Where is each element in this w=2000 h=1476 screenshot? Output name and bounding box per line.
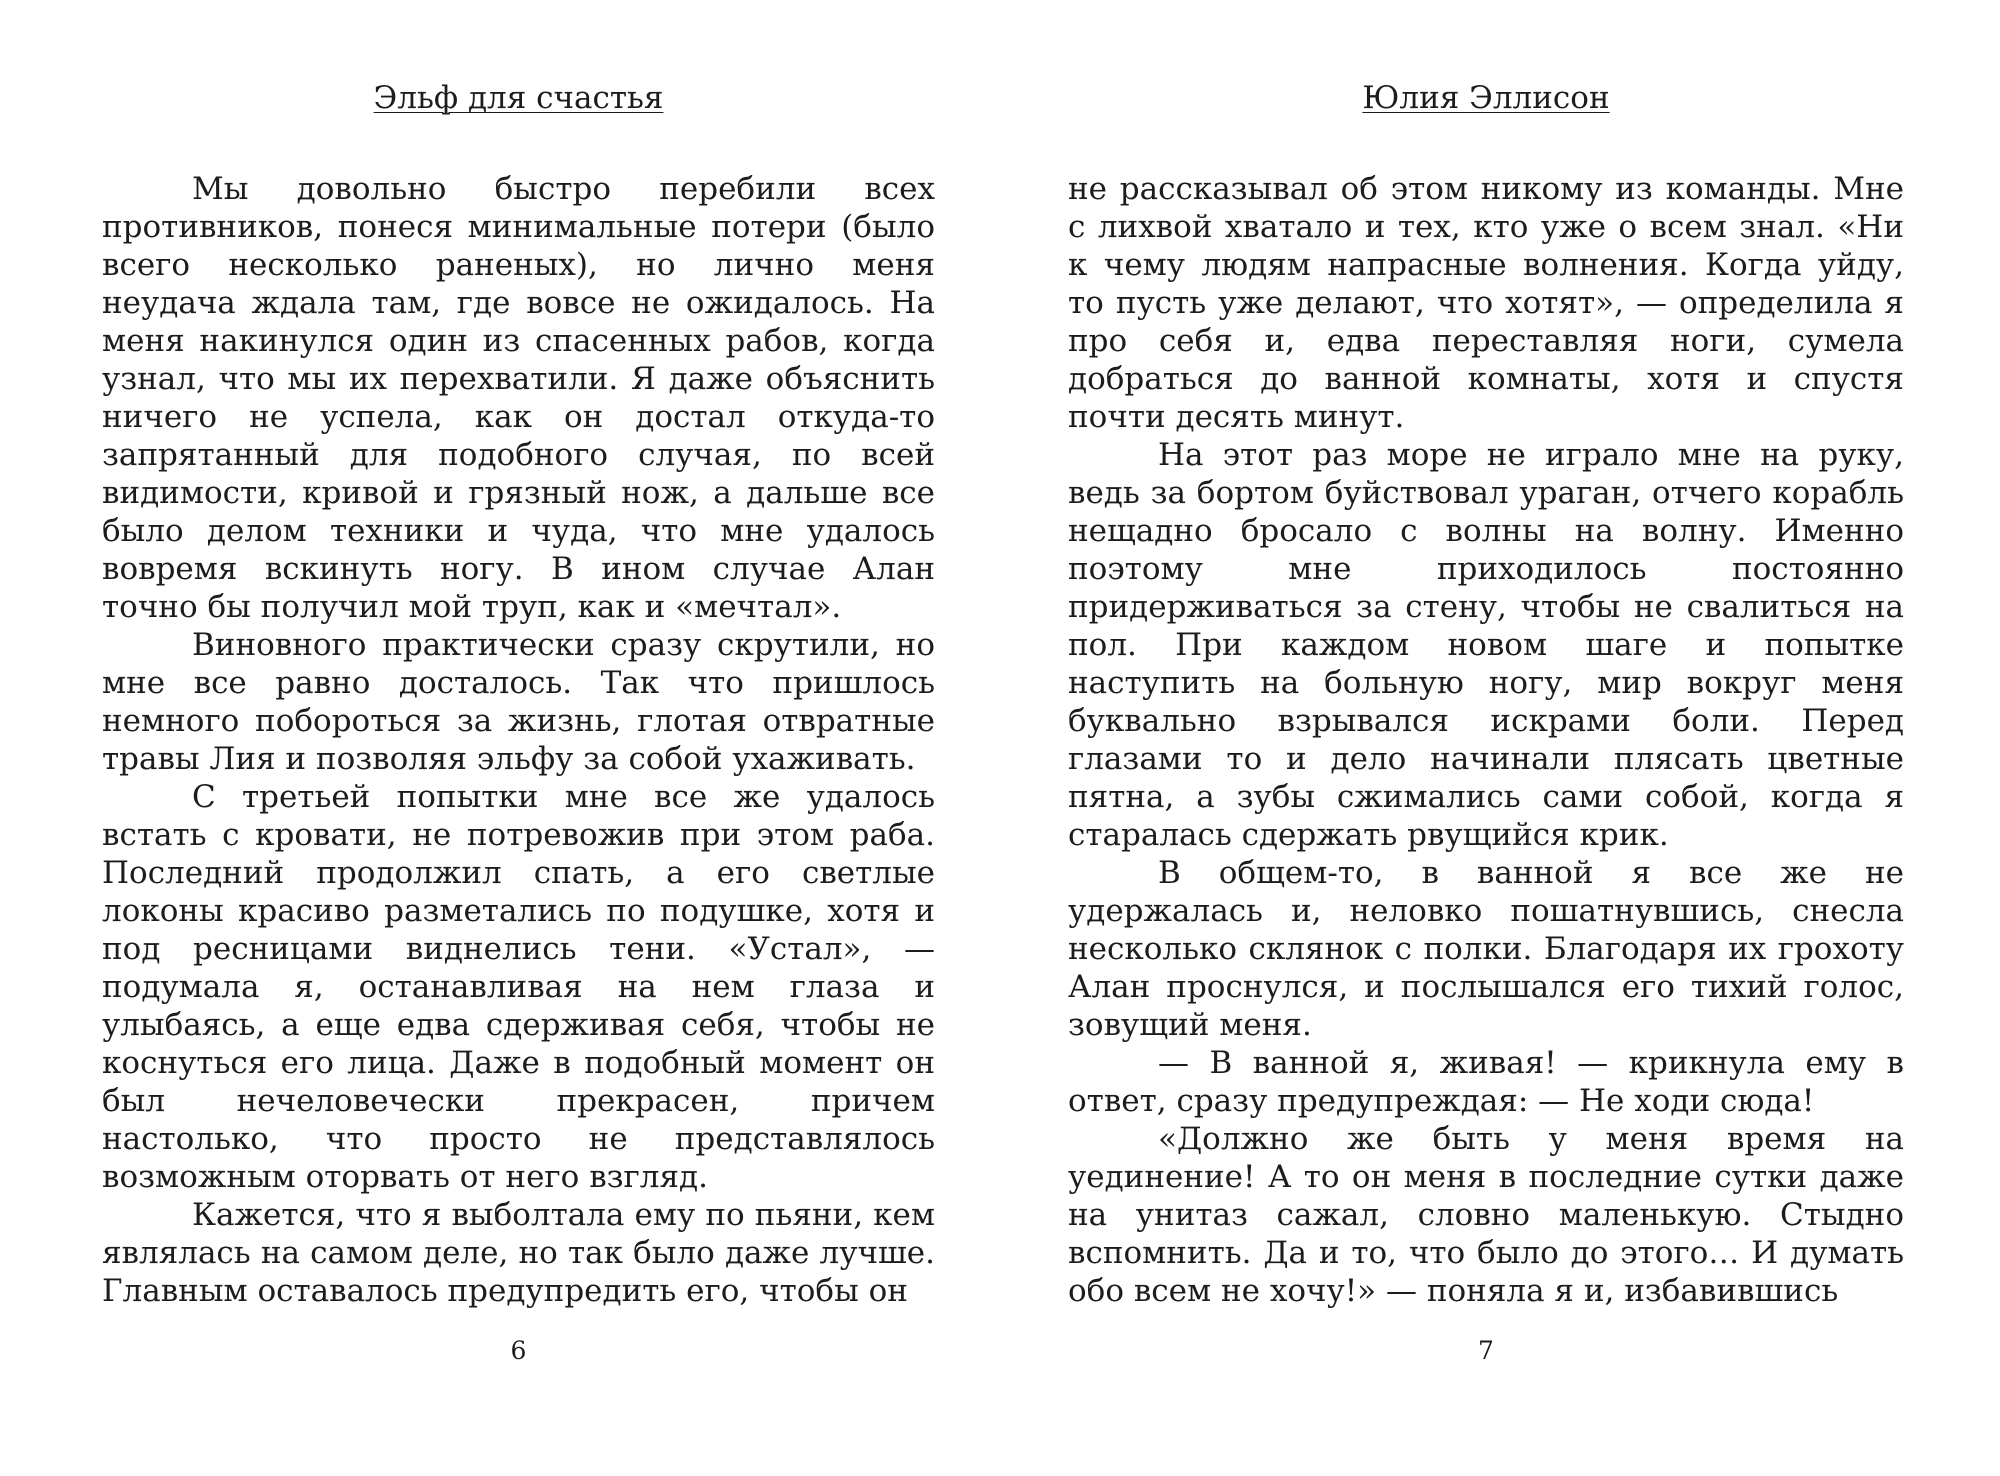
paragraph: Кажется, что я выболтала ему по пьяни, кем являлась на самом деле, но так было даже лучше. Главным оставалось предупредить его, чтобы он [102,1197,935,1309]
right-page-text [1068,170,1904,1310]
paragraph: Виновного практически сразу скрутили, но мне все равно досталось. Так что пришлось немного побороться за жизнь, глотая отвратные травы Лия и позволяя эльфу за собой ухаживать. [102,627,935,777]
left-page-header: Эльф для счастья [373,80,664,116]
paragraph: — В ванной я, живая! — крикнула ему в ответ, сразу предупреждая: — Не ходи сюда! [1068,1045,1904,1119]
paragraph: Мы довольно быстро перебили всех противников, понеся минимальные потери (было всего несколько раненых), но лично меня неудача ждала там, где вовсе не ожидалось. На меня накинулся один из спасенных рабов, когда узнал, что мы их перехватили. Я даже объяснить ничего не успела, как он достал откуда-то запрятанный для подобного случая, по всей видимости, кривой и грязный нож, а дальше все было делом техники и чуда, что мне удалось вовремя вскинуть ногу. В ином случае Алан точно бы получил мой труп, как и «мечтал». [102,171,935,625]
right-page-header: Юлия Эллисон [1362,80,1610,116]
left-page-number: 6 [510,1336,527,1365]
right-page [1068,0,1904,1476]
paragraph: «Должно же быть у меня время на уединение! А то он меня в последние сутки даже на унитаз сажал, словно маленькую. Стыдно вспомнить. Да и то, что было до этого… И думать обо всем не хочу!» — поняла я и, избавившись [1068,1121,1904,1309]
paragraph: С третьей попытки мне все же удалось встать с кровати, не потревожив при этом раба. Последний продолжил спать, а его светлые локоны красиво разметались по подушке, хотя и под ресницами виднелись тени. «Устал», — подумала я, останавливая на нем глаза и улыбаясь, а еще едва сдерживая себя, чтобы не коснуться его лица. Даже в подобный момент он был нечеловечески прекрасен, причем настолько, что просто не представлялось возможным оторвать от него взгляд. [102,779,935,1195]
paragraph-continued: не рассказывал об этом никому из команды. Мне с лихвой хватало и тех, кто уже о всем знал. «Ни к чему людям напрасные волнения. Когда уйду, то пусть уже делают, что хотят», — определила я про себя и, едва переставляя ноги, сумела добраться до ванной комнаты, хотя и спустя почти десять минут. [1068,171,1904,435]
left-page-text [102,170,935,1310]
left-page [102,0,935,1476]
right-page-number: 7 [1478,1336,1494,1365]
paragraph: В общем-то, в ванной я все же не удержалась и, неловко пошатнувшись, снесла несколько склянок с полки. Благодаря их грохоту Алан проснулся, и послышался его тихий голос, зовущий меня. [1068,855,1904,1043]
paragraph: На этот раз море не играло мне на руку, ведь за бортом буйствовал ураган, отчего корабль нещадно бросало с волны на волну. Именно поэтому мне приходилось постоянно придерживаться за стену, чтобы не свалиться на пол. При каждом новом шаге и попытке наступить на больную ногу, мир вокруг меня буквально взрывался искрами боли. Перед глазами то и дело начинали плясать цветные пятна, а зубы сжимались сами собой, когда я старалась сдержать рвущийся крик. [1068,437,1904,853]
